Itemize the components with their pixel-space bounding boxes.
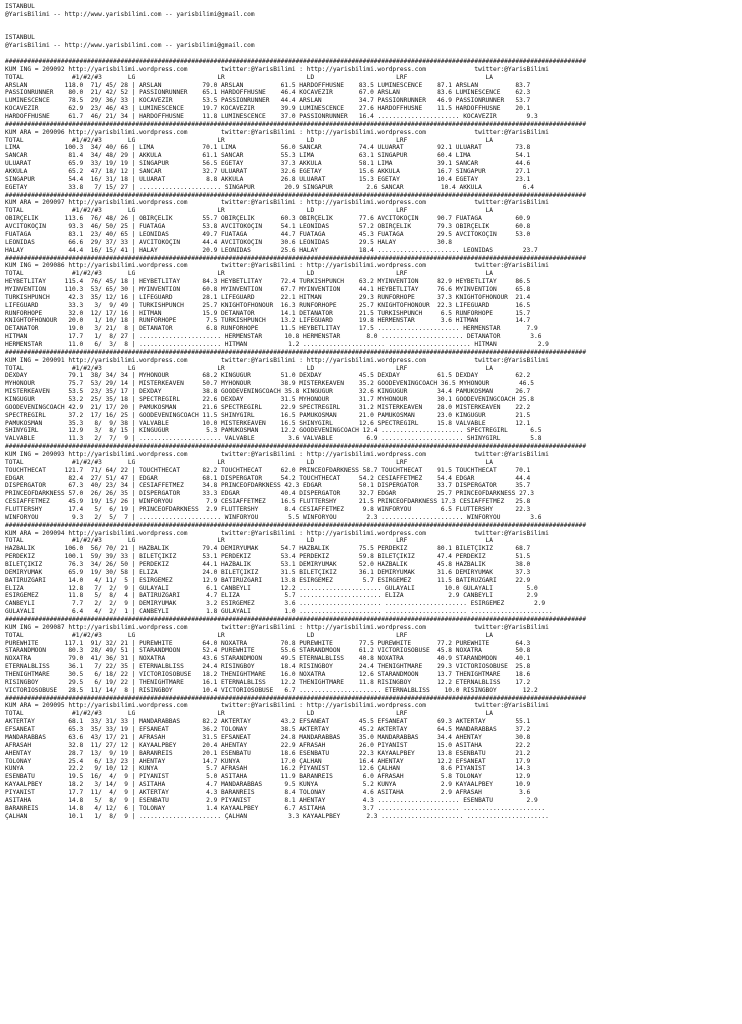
table-row: ASITAHA 14.8 5/ 8/ 9 | ESENBATU 2.9 PIYANIST 8.1 AHENTAY 4.3 ...................... ESENBATU 2.9 [5, 796, 538, 804]
table-row: RUNFORHOPE 32.0 12/ 17/ 16 | HITMAN 15.9 DETANATOR 14.1 DETANATOR 21.5 TURKISHPUNCH 6.5 RUNFORHOPE 15.7 [5, 309, 531, 317]
table-row: THENIGHTMARE 30.5 6/ 18/ 22 | VICTORIOSOBUSE 18.2 THENIGHTMARE 16.0 NOXATRA 12.6 STARANDMOON 13.7 THENIGHTMARE 18.6 [5, 671, 531, 679]
table-row: SHINYGIRL 12.9 3/ 8/ 15 | KINGUGUR 5.3 PAMUKOSMAN 12.2 GOODEVENINGCOACH 12.4 ...................... SPECTREGIRL 6.5 [5, 427, 542, 435]
race-header: KUM ARA = 209094 http://yarisbilimi.wordpress.com twitter:@YarisBilimi : http://yarisbilimi.wordpress.com twitter:@YarisBilimi [5, 529, 549, 537]
race-header: KUM ING = 209093 http://yarisbilimi.wordpress.com twitter:@YarisBilimi : http://yarisbilimi.wordpress.com twitter:@YarisBilimi [5, 450, 549, 458]
table-row: STARANDMOON 80.3 28/ 49/ 51 | STARANDMOON 52.4 PUREWHITE 55.6 STARANDMOON 61.2 VICTORIOSOBUSE 45.8 NOXATRA 50.8 [5, 647, 531, 655]
table-row: PIYANIST 17.7 11/ 4/ 9 | AKTERTAY 4.3 BARANREIS 8.4 TOLONAY 4.6 ASITAHA 2.9 AFRASAH 3.6 [5, 788, 531, 796]
table-row: EDGAR 82.4 27/ 51/ 47 | EDGAR 68.1 DISPERGATÖR 54.2 TOUCHTHECAT 54.2 CESIAFFETMEZ 54.4 EDGAR 44.4 [5, 474, 531, 482]
table-row: MISTERKEAVEN 53.5 23/ 35/ 17 | DEXDAY 38.8 GOODEVENINGCOACH 35.8 KINGUGUR 32.6 KINGUGUR 34.4 PAMUKOSMAN 26.7 [5, 388, 531, 396]
table-row: MYHONOUR 75.7 53/ 29/ 14 | MISTERKEAVEN 50.7 MYHONOUR 38.9 MISTERKEAVEN 35.2 GOODEVENINGCOACH 36.5 MYHONOUR 46.5 [5, 380, 534, 388]
table-row: TOUCHTHECAT 121.7 71/ 64/ 22 | TOUCHTHECAT 82.2 TOUCHTHECAT 62.0 PRINCEOFDARKNESS 58.7 TOUCHTHECAT 91.5 TOUCHTHECAT 70.1 [5, 466, 531, 474]
table-row: LIFEGUARD 33.3 3/ 9/ 49 | TURKISHPUNCH 25.7 KNIGHTOFHONOUR 16.3 RUNFORHOPE 25.7 KNIGHTOFHONOUR 22.3 LIFEGUARD 16.5 [5, 301, 531, 309]
table-row: MYINVENTION 110.3 53/ 65/ 30 | MYINVENTION 60.8 MYINVENTION 67.7 MYINVENTION 44.1 HEYBETLITAY 76.6 MYINVENTION 65.8 [5, 285, 531, 293]
blank-line [5, 19, 742, 27]
text-line: @YarisBilimi -- http://www.yarisbilimi.com -- yarisbilimi@gmail.com [5, 10, 255, 18]
table-row: FUATAGA 83.1 23/ 40/ 65 | LEONIDAS 49.7 FUATAGA 44.7 FUATAGA 45.3 FUATAGA 29.5 AVCITOKOÇIN 53.0 [5, 230, 531, 238]
table-row: AVCITOKOÇIN 93.3 46/ 50/ 25 | FUATAGA 53.8 AVCITOKOÇIN 54.1 LEONIDAS 57.2 OBIRÇELIK 79.3 OBIRÇELIK 60.8 [5, 223, 531, 231]
table-row: HALAY 44.4 16/ 15/ 41 | HALAY 20.9 LEONIDAS 25.6 HALAY 18.4 ...................... LEONIDAS 23.7 [5, 246, 538, 254]
race-header: KUM ARA = 209096 http://yarisbilimi.wordpress.com twitter:@YarisBilimi : http://yarisbilimi.wordpress.com twitter:@YarisBilimi [5, 128, 549, 136]
text-line: @YarisBilimi -- http://www.yarisbilimi.com -- yarisbilimi@gmail.com [5, 42, 255, 50]
table-row: PAMUKOSMAN 35.3 8/ 9/ 38 | VALVABLE 10.0 MISTERKEAVEN 16.5 SHINYGIRL 12.6 SPECTREGIRL 15.8 VALVABLE 12.1 [5, 419, 531, 427]
column-header: TOTAL #1/#2/#3 LG LR LD LRF LA [5, 537, 493, 545]
table-row: ULUARAT 65.9 33/ 19/ 19 | SINGAPUR 56.5 EGETAY 37.3 AKKULA 58.1 LIMA 39.1 SANCAR 44.6 [5, 160, 531, 168]
table-row: LIMA 100.3 34/ 40/ 66 | LIMA 70.1 LIMA 56.0 SANCAR 74.4 ULUARAT 92.1 ULUARAT 73.8 [5, 144, 531, 152]
table-row: RISINGBOY 29.5 6/ 19/ 22 | THENIGHTMARE 16.1 ETERNALBLISS 12.2 THENIGHTMARE 11.8 RISINGBOY 12.2 ETERNALBLISS 17.2 [5, 678, 531, 686]
table-row: HARDOFFHÜSNE 61.7 46/ 21/ 34 | HARDOFFHÜSNE 11.8 LUMINESCENCE 37.0 PASSIONRUNNER 16.4 ...................... KOCAVEZIR 9.3 [5, 113, 538, 121]
table-row: DEMIRYUMAK 65.9 19/ 30/ 58 | ELIZA 24.0 BILETÇIKIZ 31.5 BILETÇIKIZ 36.1 DEMIRYUMAK 31.6 DEMIRYUMAK 37.3 [5, 568, 531, 576]
table-row: DETANATOR 19.0 3/ 21/ 8 | DETANATOR 6.8 RUNFORHOPE 11.5 HEYBETLITAY 17.5 ...................... HERMENSTAR 7.9 [5, 325, 538, 333]
column-header: TOTAL #1/#2/#3 LG LR LD LRF LA [5, 270, 493, 278]
table-row: HEYBETLITAY 115.4 76/ 45/ 18 | HEYBETLITAY 84.3 HEYBETLITAY 72.4 TURKISHPUNCH 63.2 MYINVENTION 82.9 HEYBETLITAY 86.5 [5, 278, 531, 286]
section-divider: ############################################################################################################################################################ [5, 191, 587, 199]
section-divider: ############################################################################################################################################################ [5, 694, 587, 702]
table-row: BARANREIS 14.8 4/ 12/ 6 | TOLONAY 1.4 KAYAALPBEY 6.7 ASITAHA 3.7 ...................... ...................... [5, 804, 546, 812]
blank-line [5, 50, 742, 58]
race-header: KUM ARA = 209097 http://yarisbilimi.wordpress.com twitter:@YarisBilimi : http://yarisbilimi.wordpress.com twitter:@YarisBilimi [5, 199, 549, 207]
column-header: TOTAL #1/#2/#3 LG LR LD LRF LA [5, 73, 493, 81]
table-row: BATIRÜZGARI 14.0 4/ 11/ 5 | ESIRGEMEZ 12.9 BATIRÜZGARI 13.8 ESIRGEMEZ 5.7 ESIRGEMEZ 11.5 BATIRÜZGARI 22.9 [5, 576, 531, 584]
race-header: KUM ARA = 209095 http://yarisbilimi.wordpress.com twitter:@YarisBilimi : http://yarisbilimi.wordpress.com twitter:@YarisBilimi [5, 702, 549, 710]
table-row: VALVABLE 11.3 2/ 7/ 9 | ...................... VALVABLE 3.6 VALVABLE 6.9 ...................... SHINYGIRL 5.8 [5, 435, 542, 443]
section-divider: ############################################################################################################################################################ [5, 443, 587, 451]
table-row: ETERNALBLISS 36.1 7/ 22/ 35 | ETERNALBLISS 24.4 RISINGBOY 18.4 RISINGBOY 24.4 THENIGHTMARE 29.3 VICTORIOSOBUSE 25.8 [5, 663, 531, 671]
table-row: ESIRGEMEZ 11.8 5/ 8/ 4 | BATIRÜZGARI 4.7 ELIZA 5.7 ...................... ELIZA 2.9 CANBEYLI 2.9 [5, 592, 538, 600]
column-header: TOTAL #1/#2/#3 LG LR LD LRF LA [5, 207, 493, 215]
text-line: ISTANBUL [5, 3, 35, 10]
table-row: PRINCEOFDARKNESS 57.0 26/ 26/ 35 | DISPERGATÖR 33.3 EDGAR 40.4 DISPERGATÖR 32.7 EDGAR 25.7 PRINCEOFDARKNESS 27.3 [5, 490, 534, 498]
table-row: PERDEKIZ 100.1 59/ 39/ 33 | BILETÇIKIZ 53.1 PERDEKIZ 53.4 PERDEKIZ 59.8 BILETÇIKIZ 47.4 PERDEKIZ 51.5 [5, 553, 531, 561]
table-row: NOXATRA 79.0 41/ 36/ 31 | NOXATRA 43.6 STARANDMOON 49.5 ETERNALBLISS 40.8 NOXATRA 40.9 STARANDMOON 40.1 [5, 655, 531, 663]
table-row: AKTERTAY 68.1 33/ 31/ 33 | MANDARABBAS 82.2 AKTERTAY 43.2 EFSANEAT 45.5 EFSANEAT 69.3 AKTERTAY 55.1 [5, 718, 531, 726]
table-row: WINFORYOU 9.3 2/ 5/ 7 | ...................... WINFORYOU 5.5 WINFORYOU 2.3 ...................... WINFORYOU 3.6 [5, 513, 542, 521]
section-divider: ############################################################################################################################################################ [5, 521, 587, 529]
text-line: ISTANBUL [5, 34, 35, 42]
table-row: OBIRÇELIK 113.6 76/ 48/ 26 | OBIRÇELIK 55.7 OBIRÇELIK 60.3 OBIRÇELIK 77.6 AVCITOKOÇIN 90.7 FUATAGA 60.9 [5, 215, 531, 223]
blank-line [5, 27, 742, 35]
section-divider: ############################################################################################################################################################ [5, 254, 587, 262]
table-row: KNIGHTOFHONOUR 20.0 1/ 10/ 18 | RUNFORHOPE 7.5 TURKISHPUNCH 13.2 LIFEGUARD 19.8 HERMENSTAR 3.6 HITMAN 14.7 [5, 317, 531, 325]
table-row: KUNYA 22.2 9/ 10/ 12 | KUNYA 5.7 AFRASAH 16.2 PIYANIST 12.6 ÇALHAN 8.6 PIYANIST 14.3 [5, 765, 531, 773]
column-header: TOTAL #1/#2/#3 LG LR LD LRF LA [5, 710, 493, 718]
table-row: BILETÇIKIZ 76.3 34/ 26/ 50 | PERDEKIZ 44.1 HAZBALIK 53.1 DEMIRYUMAK 52.0 HAZBALIK 45.8 HAZBALIK 38.0 [5, 561, 531, 569]
section-divider: ############################################################################################################################################################ [5, 348, 587, 356]
table-row: LEONIDAS 66.6 29/ 37/ 33 | AVCITOKOÇIN 44.4 AVCITOKOÇIN 30.6 LEONIDAS 29.5 HALAY 30.8 [5, 238, 453, 246]
section-divider: ############################################################################################################################################################ [5, 58, 587, 66]
table-row: CESIAFFETMEZ 45.9 19/ 15/ 26 | WINFORYOU 7.9 CESIAFFETMEZ 16.5 FLUTTERSHY 21.5 PRINCEOFDARKNESS 17.3 CESIAFFETMEZ 25.8 [5, 498, 531, 506]
table-row: DISPERGATÖR 67.3 40/ 23/ 34 | CESIAFFETMEZ 34.8 PRINCEOFDARKNESS 42.3 EDGAR 50.1 DISPERGATÖR 33.7 DISPERGATÖR 35.7 [5, 482, 531, 490]
table-row: EFSANEAT 65.3 35/ 33/ 19 | EFSANEAT 36.2 TOLONAY 38.5 AKTERTAY 45.2 AKTERTAY 64.5 MANDARABBAS 37.2 [5, 726, 531, 734]
table-row: PASSIONRUNNER 80.0 21/ 42/ 52 | PASSIONRUNNER 65.1 HARDOFFHÜSNE 46.4 KOCAVEZIR 67.0 ARSLAN 83.6 LUMINESCENCE 62.3 [5, 89, 531, 97]
table-row: TURKISHPUNCH 42.3 35/ 12/ 16 | LIFEGUARD 28.1 LIFEGUARD 22.1 HITMAN 29.3 RUNFORHOPE 37.3 KNIGHTOFHONOUR 21.4 [5, 293, 531, 301]
table-row: ELIZA 12.8 7/ 2/ 9 | GÜLAYALI 6.1 CANBEYLI 12.2 ...................... GÜLAYALI 10.0 GÜLAYALI 5.0 [5, 584, 538, 592]
table-row: ESENBATU 19.5 16/ 4/ 9 | PIYANIST 5.0 ASITAHA 11.9 BARANREIS 6.0 AFRASAH 5.8 TOLONAY 12.9 [5, 773, 531, 781]
table-row: VICTORIOSOBUSE 28.5 11/ 14/ 8 | RISINGBOY 10.4 VICTORIOSOBUSE 6.7 ...................... ETERNALBLISS 10.0 RISINGBOY 12.2 [5, 686, 538, 694]
column-header: TOTAL #1/#2/#3 LG LR LD LRF LA [5, 136, 493, 144]
race-header: KUM ING = 209091 http://yarisbilimi.wordpress.com twitter:@YarisBilimi : http://yarisbilimi.wordpress.com twitter:@YarisBilimi [5, 356, 549, 364]
table-row: PUREWHITE 117.1 91/ 32/ 21 | PUREWHITE 64.0 NOXATRA 70.8 PUREWHITE 77.5 PUREWHITE 77.2 PUREWHITE 64.3 [5, 639, 531, 647]
section-divider: ############################################################################################################################################################ [5, 616, 587, 624]
table-row: KINGUGUR 53.2 25/ 35/ 18 | SPECTREGIRL 22.6 DEXDAY 31.5 MYHONOUR 31.7 MYHONOUR 30.1 GOODEVENINGCOACH 25.8 [5, 395, 534, 403]
race-header: KUM ING = 209086 http://yarisbilimi.wordpress.com twitter:@YarisBilimi : http://yarisbilimi.wordpress.com twitter:@YarisBilimi [5, 262, 549, 270]
table-row: SPECTREGIRL 37.2 17/ 16/ 25 | GOODEVENINGCOACH 11.5 SHINYGIRL 16.5 PAMUKOSMAN 21.0 PAMUKOSMAN 23.0 KINGUGUR 21.5 [5, 411, 531, 419]
section-divider: ############################################################################################################################################################ [5, 120, 587, 128]
table-row: KAYAALPBEY 18.2 3/ 14/ 9 | ASITAHA 4.7 MANDARABBAS 9.5 KUNYA 5.2 KUNYA 2.9 KAYAALPBEY 10.9 [5, 781, 531, 789]
table-row: ÇALHAN 10.1 1/ 8/ 9 | ...................... ÇALHAN 3.3 KAYAALPBEY 2.3 ...................... ...................... [5, 812, 549, 820]
table-row: GOODEVENINGCOACH 42.9 21/ 17/ 20 | PAMUKOSMAN 21.6 SPECTREGIRL 22.9 SPECTREGIRL 31.2 MISTERKEAVEN 28.0 MISTERKEAVEN 22.2 [5, 403, 531, 411]
table-row: AHENTAY 28.7 13/ 9/ 19 | BARANREIS 20.1 ESENBATU 18.6 ESENBATU 22.3 KAYAALPBEY 13.8 ESENBATU 21.2 [5, 749, 531, 757]
table-row: KOCAVEZIR 62.9 23/ 46/ 43 | LUMINESCENCE 19.7 KOCAVEZIR 39.9 LUMINESCENCE 27.6 HARDOFFHÜSNE 11.5 HARDOFFHÜSNE 20.1 [5, 105, 531, 113]
table-row: SANCAR 81.4 34/ 48/ 29 | AKKULA 61.1 SANCAR 55.3 LIMA 63.1 SINGAPUR 60.4 LIMA 54.1 [5, 152, 531, 160]
table-row: FLUTTERSHY 17.4 5/ 6/ 19 | PRINCEOFDARKNESS 2.9 FLUTTERSHY 8.4 CESIAFFETMEZ 9.8 WINFORYOU 6.5 FLUTTERSHY 22.3 [5, 506, 531, 513]
table-row: HAZBALIK 106.0 56/ 70/ 21 | HAZBALIK 79.4 DEMIRYUMAK 54.7 HAZBALIK 75.5 PERDEKIZ 80.1 BILETÇIKIZ 68.7 [5, 545, 531, 553]
column-header: TOTAL #1/#2/#3 LG LR LD LRF LA [5, 364, 493, 372]
race-header: KUM ING = 209092 http://yarisbilimi.wordpress.com twitter:@YarisBilimi : http://yarisbilimi.wordpress.com twitter:@YarisBilimi [5, 65, 549, 73]
column-header: TOTAL #1/#2/#3 LG LR LD LRF LA [5, 631, 493, 639]
table-row: SINGAPUR 54.4 16/ 31/ 18 | ULUARAT 8.8 AKKULA 26.8 ULUARAT 15.3 EGETAY 10.4 EGETAY 23.1 [5, 175, 531, 183]
table-row: HERMENSTAR 11.0 6/ 3/ 8 | ...................... HITMAN 1.2 ...................... ...................... HITMAN 2.9 [5, 340, 549, 348]
column-header: TOTAL #1/#2/#3 LG LR LD LRF LA [5, 458, 493, 466]
table-row: HITMAN 17.7 1/ 8/ 27 | ...................... HERMENSTAR 10.8 HERMENSTAR 8.0 ...................... DETANATOR 3.6 [5, 333, 542, 341]
race-header: KUM ING = 209087 http://yarisbilimi.wordpress.com twitter:@YarisBilimi : http://yarisbilimi.wordpress.com twitter:@YarisBilimi [5, 623, 549, 631]
table-row: DEXDAY 79.1 38/ 34/ 34 | MYHONOUR 68.2 KINGUGUR 51.0 DEXDAY 45.5 DEXDAY 61.5 DEXDAY 62.2 [5, 372, 531, 380]
table-row: TOLONAY 25.4 6/ 13/ 23 | AHENTAY 14.7 KUNYA 17.0 ÇALHAN 16.4 AHENTAY 12.2 EFSANEAT 17.9 [5, 757, 531, 765]
table-row: GÜLAYALI 6.4 4/ 2/ 1 | CANBEYLI 1.8 GÜLAYALI 1.0 ...................... ...................... ...................... [5, 608, 553, 616]
table-row: CANBEYLI 7.7 2/ 2/ 9 | DEMIRYUMAK 3.2 ESIRGEMEZ 3.6 ...................... ...................... ESIRGEMEZ 2.9 [5, 600, 546, 608]
table-row: MANDARABBAS 63.6 43/ 17/ 21 | AFRASAH 31.5 EFSANEAT 24.8 MANDARABBAS 35.0 MANDARABBAS 34.4 AHENTAY 30.8 [5, 733, 531, 741]
table-row: AFRASAH 32.8 11/ 27/ 12 | KAYAALPBEY 20.4 AHENTAY 22.9 AFRASAH 26.0 PIYANIST 15.0 ASITAHA 22.2 [5, 741, 531, 749]
table-row: EGETAY 33.8 7/ 15/ 27 | ...................... SINGAPUR 20.9 SINGAPUR 2.6 SANCAR 10.4 AKKULA 6.4 [5, 183, 534, 191]
table-row: LUMINESCENCE 78.5 29/ 36/ 33 | KOCAVEZIR 53.5 PASSIONRUNNER 44.4 ARSLAN 34.7 PASSIONRUNNER 46.9 PASSIONRUNNER 53.7 [5, 97, 531, 105]
table-row: ARSLAN 118.0 71/ 45/ 28 | ARSLAN 79.0 ARSLAN 61.5 HARDOFFHÜSNE 83.5 LUMINESCENCE 87.1 ARSLAN 83.7 [5, 81, 531, 89]
table-row: AKKULA 65.2 47/ 18/ 12 | SANCAR 32.7 ULUARAT 32.6 EGETAY 15.6 AKKULA 16.7 SINGAPUR 27.1 [5, 168, 531, 176]
